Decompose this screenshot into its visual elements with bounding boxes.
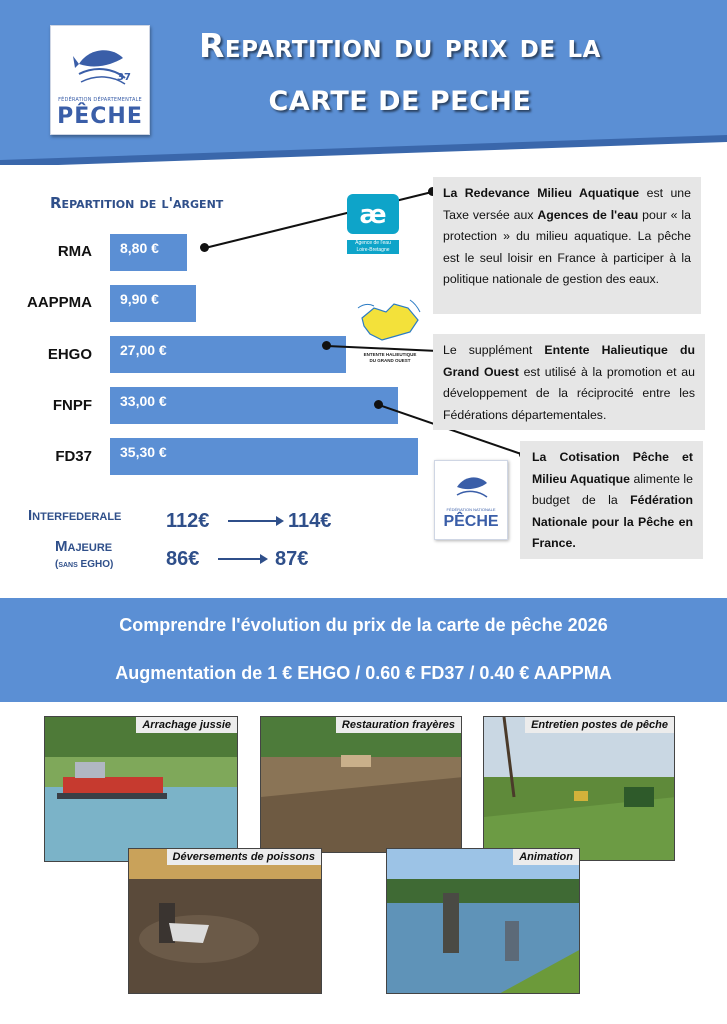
info-fnpf-term: La Cotisation Pêche et Milieu Aquatique <box>532 450 693 486</box>
photo-image <box>387 849 580 994</box>
row-label-rma: RMA <box>57 243 92 260</box>
map-icon <box>356 296 424 348</box>
section-title: Repartition de l'argent <box>50 194 224 212</box>
page-title-line2: CARTE DE PECHE <box>268 86 532 117</box>
fnpf-logo-line1: FÉDÉRATION NATIONALE <box>446 507 496 512</box>
bar-fd37: 35,30 € <box>110 438 418 475</box>
fish-icon <box>453 467 491 507</box>
price-label-majeure: Majeure <box>55 538 113 555</box>
agence-eau-line2: Loire-Bretagne <box>356 247 390 253</box>
info-box-ehgo <box>433 334 705 430</box>
page-title-line1: Repartition du prix de la <box>199 26 601 65</box>
bar-fnpf: 33,00 € <box>110 387 398 424</box>
photo-image <box>261 717 462 853</box>
banner-line2: Augmentation de 1 € EHGO / 0.60 € FD37 / 0.40 € AAPPMA <box>115 663 612 683</box>
photo-image <box>129 849 322 994</box>
agence-eau-text <box>347 240 399 254</box>
info-rma-text-end: pour « la protection » du milieu aquatique. La pêche est le seul loisir en France à participer à la politique nationale de gestion des eaux. <box>443 207 691 286</box>
price-majeure-from: 86€ <box>166 548 200 570</box>
photo-restauration-frayeres <box>260 716 462 853</box>
row-label-ehgo: EHGO <box>47 346 92 363</box>
photo-caption: Restauration frayères <box>336 717 461 733</box>
bar-aappma: 9,90 € <box>110 285 196 322</box>
info-rma-term: La Redevance Milieu Aquatique <box>443 186 640 200</box>
logo-name: PÊCHE <box>57 104 143 129</box>
photo-image <box>45 717 238 862</box>
info-fnpf-text: alimente le budget de la <box>532 471 693 507</box>
info-rma-agence: Agences de l'eau <box>537 207 639 222</box>
row-label-aappma: AAPPMA <box>26 294 92 311</box>
photo-animation <box>386 848 580 994</box>
svg-text:æ: æ <box>359 200 387 230</box>
price-majeure-to: 87€ <box>275 548 309 570</box>
info-ehgo-text-end: est utilisé à la promotion et au développement de la réciprocité entre les Fédérations départementales. <box>443 364 695 422</box>
photo-image <box>484 717 675 861</box>
agence-eau-line1: Agence de l'eau <box>355 240 391 246</box>
bar-ehgo: 27,00 € <box>110 336 346 373</box>
photo-caption: Entretien postes de pêche <box>525 717 674 733</box>
info-box-fnpf <box>520 441 703 559</box>
connector-dot <box>374 400 383 409</box>
ehgo-logo-line2: DU GRAND OUEST <box>369 358 411 363</box>
info-ehgo-term: Entente Halieutique du Grand Ouest <box>443 343 695 379</box>
info-box-rma <box>433 177 701 314</box>
price-interfederale-from: 112€ <box>166 510 210 532</box>
row-label-fd37: FD37 <box>55 448 92 465</box>
photo-caption: Déversements de poissons <box>167 849 321 865</box>
ehgo-logo-text <box>356 352 424 364</box>
logo-number: 37 <box>117 72 131 83</box>
logo-org-line: FÉDÉRATION DÉPARTEMENTALE <box>58 97 142 103</box>
row-label-fnpf: FNPF <box>52 397 92 414</box>
info-rma-text: est une Taxe versée aux <box>443 186 691 222</box>
price-note-majeure: (sans EGHO) <box>55 559 114 570</box>
agence-eau-logo <box>347 194 399 258</box>
fnpf-logo <box>434 460 508 540</box>
info-fnpf-federation: Fédération Nationale pour la Pêche en France. <box>532 493 693 550</box>
banner-line1: Comprendre l'évolution du prix de la carte de pêche 2026 <box>119 615 608 635</box>
arrow-right-icon <box>218 552 268 566</box>
info-ehgo-text: Le supplément <box>443 343 545 357</box>
photo-entretien-postes <box>483 716 675 861</box>
price-label-interfederale: Interfederale <box>28 507 122 524</box>
fnpf-logo-name: PÊCHE <box>443 513 499 530</box>
price-interfederale-to: 114€ <box>288 510 332 532</box>
evolution-banner <box>0 598 727 702</box>
bar-rma: 8,80 € <box>110 234 187 271</box>
photo-caption: Arrachage jussie <box>136 717 237 733</box>
agence-eau-icon <box>347 194 399 234</box>
connector-dot <box>322 341 331 350</box>
ehgo-logo-line1: ENTENTE HALIEUTIQUE <box>363 352 417 357</box>
connector-dot <box>200 243 209 252</box>
photo-arrachage-jussie <box>44 716 238 862</box>
photo-deversements-poissons <box>128 848 322 994</box>
ehgo-logo <box>356 296 424 368</box>
arrow-right-icon <box>228 514 284 528</box>
photo-caption: Animation <box>513 849 579 865</box>
